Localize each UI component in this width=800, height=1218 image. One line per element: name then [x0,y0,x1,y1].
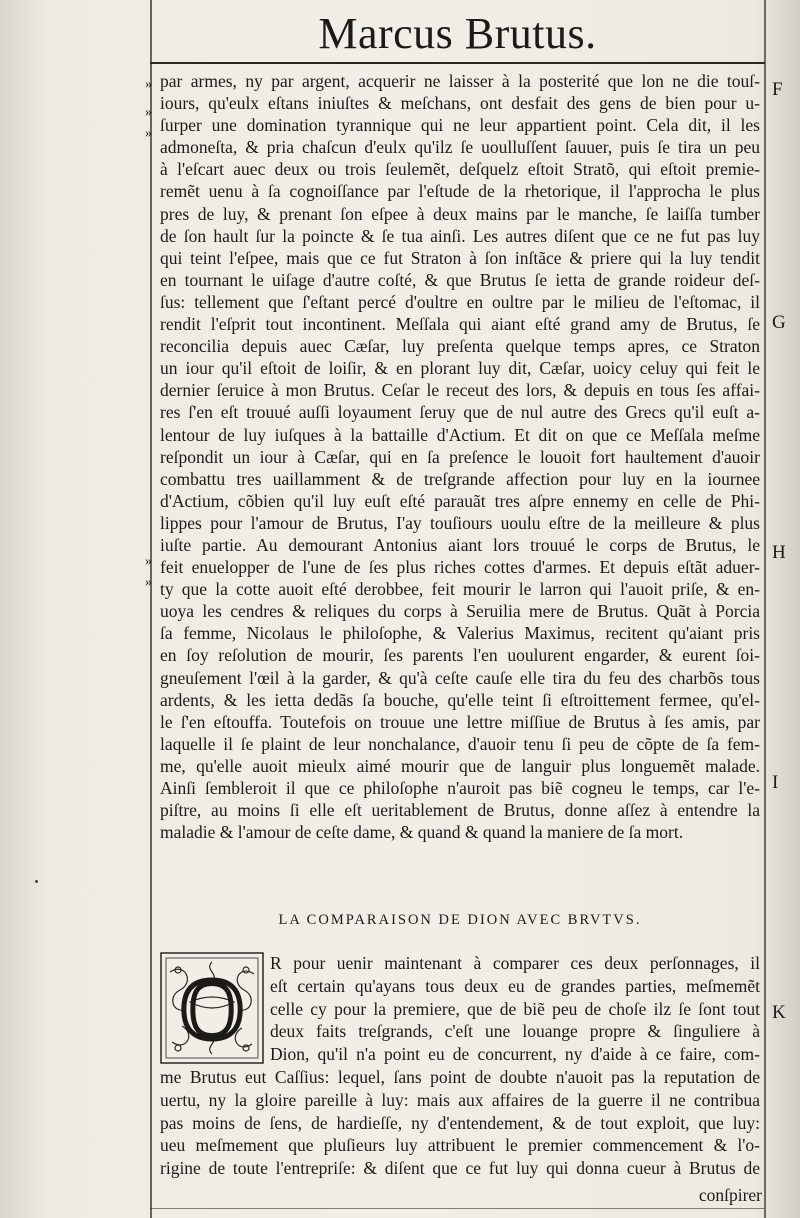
text-line: laquelle il ſe plaint de leur nonchalance, d'auoir tenu ſi peu de cõpte de ſa fem- [160,733,760,754]
text-line: pres de luy, & prenant ſon eſpee à deux mains par le manche, ſe laiſſa tumber [160,203,760,224]
text-line: feit enuelopper de l'une de ſes plus riches cottes d'armes. Et depuis eſtãt aduer- [160,557,760,578]
running-head: Marcus Brutus. [318,9,597,58]
quote-marker: » [145,126,152,141]
margin-letter-g: G [772,312,786,333]
text-line: ſa femme, Nicolaus le philoſophe, & Valerius Maximus, recitent qu'aiant pris [160,623,760,644]
text-line: dernier ſeruice à mon Brutus. Ceſar le receut des lors, & depuis en tous ſes affai- [160,380,760,401]
text-line: en ſoy reſolution de mourir, ſes parents l'en uoulurent engarder, & eurent ſoi- [160,645,760,666]
text-line: de ſon hault ſur la poincte & ſe tua ainſi. Les autres diſent que ce ne fut pas luy [160,225,760,246]
text-line: lentour de luy iuſques à la battaille d'Actium. Et dit on que ce Meſſala meſme [160,424,760,445]
text-line: Ainſi ſembleroit il que ce philoſophe n'auroit pas biẽ cogneu le temps, car l'e- [160,778,760,798]
catchword: conſpirer [698,1185,762,1205]
text-line: uoya les cendres & reliques du corps à Seruilia mere de Brutus. Quãt à Porcia [160,601,760,622]
section-heading: LA COMPARAISON DE DION AVEC BRVTVS. [278,912,642,928]
text-line: piſtre, au moins ſi elle eſt ueritablement de Brutus, donne aſſez à entendre la [160,800,760,821]
text-line: combattu tres uaillamment & de treſgrande affection pour luy en la iournee [160,468,760,489]
text-line: eſt certain qu'ayans tous deux eu de grandes parties, meſmemẽt [270,975,760,996]
text-line: en tournant le uiſage d'autre coſté, & que Brutus ſe ietta de grande roideur deſ- [160,269,760,290]
text-line: qui teint l'eſpee, mais que ce fut Straton à ſon inſtãce & priere qui la luy tendit [160,247,760,268]
text-line: ſurper une domination tyrannique qui ne leur appartient point. Cela dit, il les [160,115,760,136]
text-line: deux faits treſgrands, c'eſt une louange propre & ſinguliere à [270,1021,760,1042]
margin-letter-h: H [772,542,786,563]
quote-marker: » [145,554,152,569]
text-line: reconcilia depuis auec Cæſar, luy preſenta quelque temps apres, ce Straton [160,336,760,357]
text-line: le ſ'en eſtouffa. Toutefois on trouue une lettre miſſiue de Brutus à ſes amis, par [160,711,760,732]
quote-marker: » [145,575,152,590]
text-line: rendit l'eſprit tout incontinent. Meſſala qui aiant eſté grand amy de Brutus, ſe [160,314,760,335]
comparison-text-block [160,952,760,1180]
left-border-rule [150,0,152,1218]
quote-marker: » [145,77,152,92]
text-line: ardents, & les ietta dedãs ſa bouche, qu'elle teint ſi eſtroittement fermee, qu'el- [160,689,760,710]
text-line: me Brutus eut Caſſius: lequel, ſans point de doubte n'auoit pas la reputation de [160,1066,760,1087]
text-line: ty que la cotte auoit eſté derobbee, feit mourir le larron qui l'auoit priſe, & en- [160,579,760,600]
text-line: un iour qu'il eſtoit de loiſir, & en plorant luy dit, Cæſar, uoicy celuy qui feit le [160,358,760,379]
text-line: pas moins de ſens, de hardieſſe, ny d'entendement, & de tout exploit, que luy: [160,1112,760,1133]
margin-letter-i: I [772,772,779,793]
text-line: me, qu'elle auoit mieulx aimé mourir que de languir plus longuemẽt malade. [160,755,760,776]
header-rule [150,62,765,64]
text-line: R pour uenir maintenant à comparer ces deux perſonnages, il [270,953,760,973]
right-border-rule [764,0,766,1218]
text-line: à l'eſcart auec deux ou trois ſeulemẽt, deſquelz eſtoit Stratõ, qui eſtoit premie- [160,159,760,180]
text-line: gneuſement l'œil à la garder, & qu'à ceſte cauſe elle tira du feu des charbõs tous [160,667,760,688]
text-line: rigine de toute l'entrepriſe: & diſent que ce fut luy qui donna cueur à Brutus de [160,1158,760,1179]
quote-marker: » [145,105,152,120]
text-line: ſus: tellement que ſ'eſtant percé d'oultre en oultre par le milieu de l'eſtomac, il [160,291,760,312]
text-line: res ſ'en eſt trouué auſſi loyaument ſeruy que de nul autre des Grecs qu'il euſt a- [160,402,760,423]
ink-speck [35,880,38,883]
text-line: reſpondit un iour à Cæſar, qui en ſa preſence le louoit fort haultement d'auoir [160,446,760,467]
text-line: d'Actium, cõbien qu'il luy euſt eſté parauãt tres aſpre ennemy en celle de Phi- [160,490,760,511]
main-text-block [160,70,760,843]
text-line: remẽt uenu à ſa cognoiſſance par l'eſtude de la rhetorique, il l'approcha le plus [160,181,760,202]
initial-letter: O [180,961,244,1058]
text-line: celle cy pour la premiere, que de biẽ peu de choſe ilz ſe ſont tout [270,998,760,1019]
text-line: iuſte partie. Au demourant Antonius aiant lors trouué le corps de Brutus, le [160,534,760,555]
text-line: Dion, qu'il n'a point eu de concurrent, ny d'aide à ce faire, com- [270,1044,760,1065]
text-line: lippes pour l'amour de Brutus, I'ay touſiours uoulu eſtre de la meilleure & plus [160,512,760,533]
text-line: iours, qu'eulx eſtans iniuſtes & meſchans, ont desfait des gens de bien pour u- [160,93,760,114]
text-line: uertu, ny la gloire pareille à luy: mais aux affaires de la guerre il ne contribua [160,1089,760,1110]
footer-rule [150,1208,765,1209]
margin-letter-f: F [772,79,783,100]
text-line: ueu meſmement que pluſieurs luy attribuent le premier commencement & l'o- [160,1135,760,1156]
text-line: par armes, ny par argent, acquerir ne laisser à la posterité que lon ne die touſ- [160,71,760,91]
margin-letter-k: K [772,1002,786,1023]
text-line: admoneſta, & pria chaſcun d'eulx qu'ilz ſe uoulluſſent ſauuer, puis ſe tira un peu [160,137,760,158]
text-line: maladie & l'amour de ceſte dame, & quand & quand la maniere de ſa mort. [160,822,684,843]
